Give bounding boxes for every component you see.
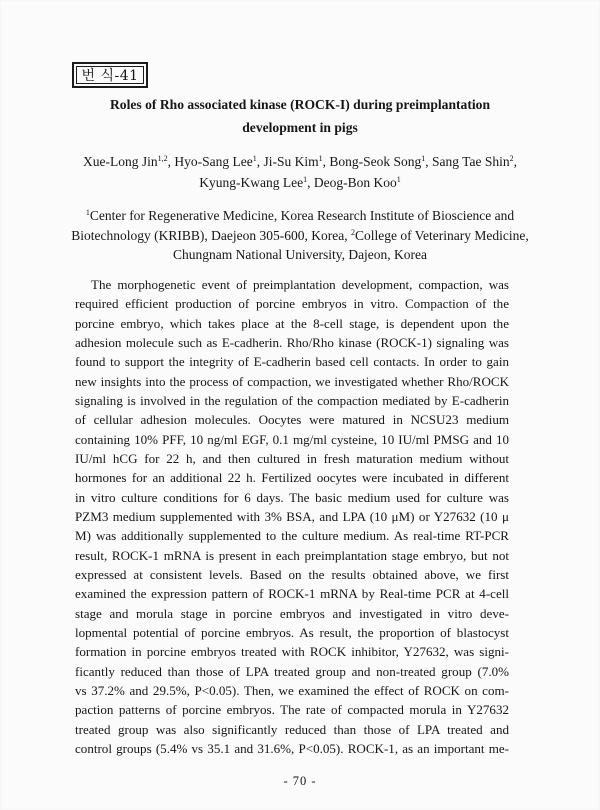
affil-text: Biotechnology (KRIBB), Daejeon 305-600, Korea, (71, 227, 351, 243)
author-name: Sang Tae Shin (432, 154, 510, 169)
author-affil-sup: 1 (421, 154, 426, 163)
affiliation-line-2 (60, 226, 540, 246)
abstract-line: required efficient production of porcine embryos in vitro. Compaction of the (75, 296, 509, 312)
affiliations (60, 206, 540, 265)
abstract-line: paction patterns of porcine embryos. The rate of compacted morula in Y27632 (75, 702, 509, 718)
author-list (60, 151, 540, 193)
abstract-line: examined the expression pattern of ROCK-1 mRNA by Real-time PCR at 4-cell (75, 586, 509, 602)
title-line-2: development in pigs (242, 120, 358, 135)
author-line-1: Xue-Long Jin$^{1,2}$, Hyo-Sang Lee$^1$, Ji-Su Kim$^1$, Bong-Seok Song$^1$, Sang Tae Shin$^2$, (83, 154, 517, 169)
abstract-line: adhesion molecule such as E-cadherin. Rho/Rho kinase (ROCK-1) signaling was (75, 334, 509, 350)
author-affil-sup: 1,2 (157, 154, 168, 163)
affil-text: Center for Regenerative Medicine, Korea Research Institute of Bioscience and (89, 208, 515, 223)
author-affil-sup: 1 (318, 154, 323, 163)
form-number-label: 번 식-41 (76, 66, 144, 84)
abstract-line: found to support the integrity of E-cadherin based cell contacts. In order to gain (75, 354, 509, 370)
abstract-line: result, ROCK-1 mRNA is present in each preimplantation stage embryo, but not (75, 547, 509, 563)
abstract-line: PZM3 medium supplemented with 3% BSA, and LPA (10 μM) or Y27632 (10 μ (75, 508, 509, 524)
author-name: Xue-Long Jin (83, 154, 158, 169)
author-name: Bong-Seok Song (329, 154, 422, 169)
author-affil-sup: 2 (509, 154, 514, 163)
abstract-line: vs 37.2% and 29.5%, P<0.05). Then, we examined the effect of ROCK on com- (75, 682, 509, 698)
abstract-line: ficantly reduced than those of LPA treated group and non-treated group (7.0% (75, 663, 509, 679)
author-line-2: Kyung-Kwang Lee$^1$, Deog-Bon Koo$^1$ (199, 175, 401, 190)
author-affil-sup: 1 (396, 175, 401, 184)
page-number: - 70 - (283, 774, 317, 788)
abstract-line: of cellular adhesion molecules. Oocytes were matured in NCSU23 medium (75, 412, 509, 428)
form-number-box (72, 62, 148, 88)
abstract-line: control groups (5.4% vs 35.1 and 31.6%, P<0.05). ROCK-1, as an important me- (75, 740, 509, 756)
abstract-line: in vitro culture conditions for 6 days. The basic medium used for culture was (75, 489, 509, 505)
paper-title (60, 93, 540, 139)
abstract-line: new insights into the process of compaction, we investigated whether Rho/ROCK (75, 373, 509, 389)
abstract-body (75, 275, 509, 758)
abstract-line: porcine embryo, which takes place at the 8-cell stage, is dependent upon the (75, 315, 509, 331)
author-name: Deog-Bon Koo (313, 175, 397, 190)
author-affil-sup: 1 (252, 154, 257, 163)
abstract-line: The morphogenetic event of preimplantation development, compaction, was (91, 277, 509, 292)
abstract-line: hormones for an additional 22 h. Fertilized oocytes were incubated in different (75, 470, 509, 486)
author-affil-sup: 1 (303, 175, 308, 184)
affil-sup: 1 (85, 208, 90, 217)
abstract-line: formation in porcine embryos treated with ROCK inhibitor, Y27632, was signi- (75, 644, 509, 660)
abstract-line: stage and morula stage in porcine embryos and investigated in vitro deve- (75, 605, 509, 621)
abstract-line: M) was additionally supplemented to the culture medium. As real-time RT-PCR (75, 528, 509, 544)
author-name: Ji-Su Kim (263, 154, 319, 169)
affil-sup: 2 (351, 227, 355, 237)
abstract-line: treated group was also significantly reduced than those of LPA treated and (75, 721, 509, 737)
affiliation-line-3: Chungnam National University, Dajeon, Korea (172, 247, 428, 262)
abstract-line: containing 10% PFF, 10 ng/ml EGF, 0.1 mg/ml cysteine, 10 IU/ml PMSG and 10 (75, 431, 509, 447)
author-name: Kyung-Kwang Lee (199, 175, 304, 190)
abstract-line: IU/ml hCG for 22 h, and then cultured in fresh maturation medium without (75, 450, 509, 466)
abstract-line: expressed at consistent levels. Based on the results obtained above, we first (75, 566, 509, 582)
author-name: Hyo-Sang Lee (174, 154, 253, 169)
title-line-1: Roles of Rho associated kinase (ROCK-I) during preimplantation (109, 97, 491, 112)
affiliation-line-1 (60, 206, 540, 226)
abstract-line: signaling is involved in the regulation of the compaction mediated by E-cadherin (75, 392, 509, 408)
affil-text: College of Veterinary Medicine, (355, 227, 529, 243)
abstract-line: lopmental potential of porcine embryos. As result, the proportion of blastocyst (75, 624, 509, 640)
